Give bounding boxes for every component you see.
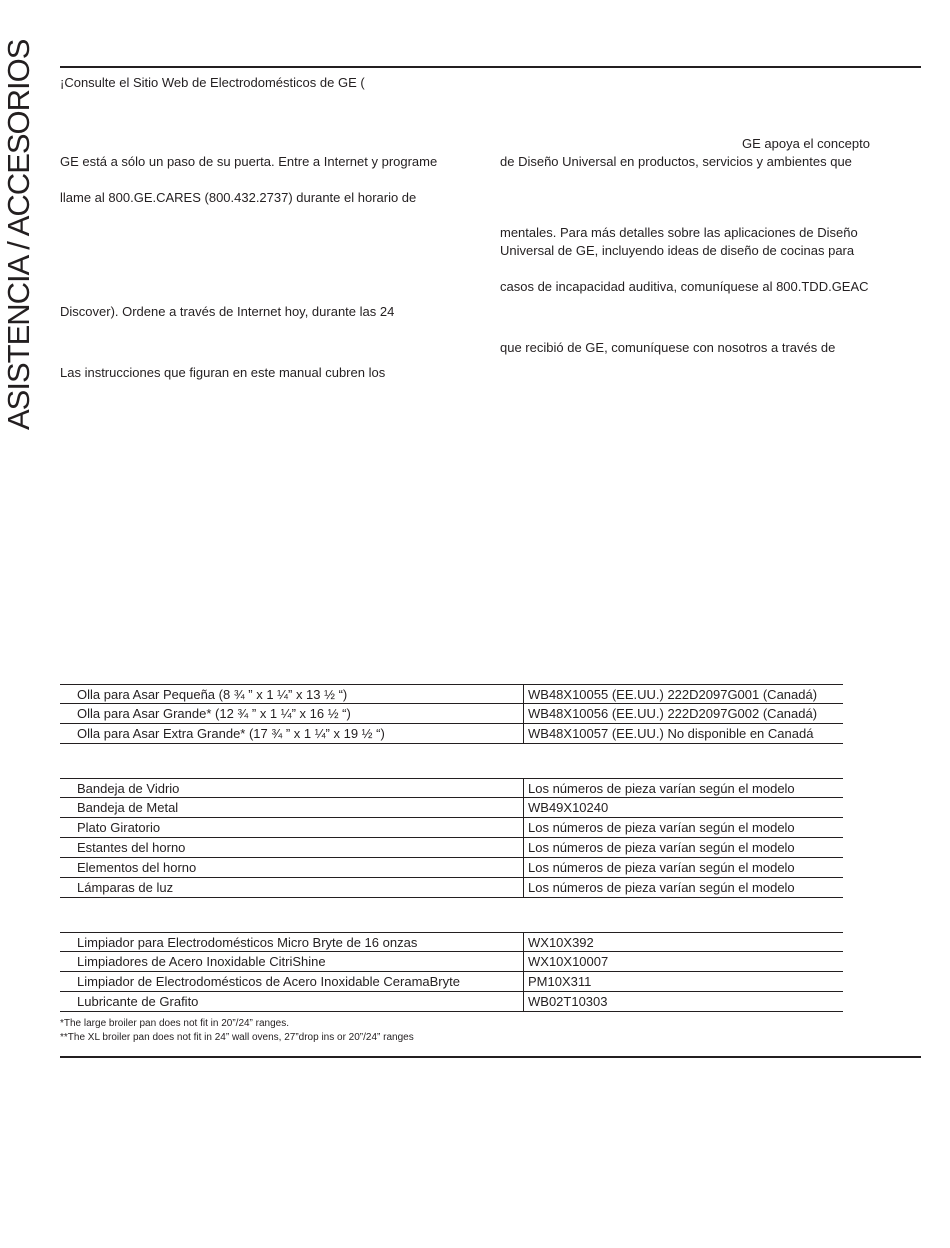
right-text-line: de Diseño Universal en productos, servicios y ambientes que <box>500 154 852 169</box>
table-row <box>60 818 843 838</box>
table-row <box>60 992 843 1012</box>
table-row <box>60 704 843 724</box>
table-row <box>60 858 843 878</box>
table-row <box>60 724 843 744</box>
left-text-line: ¡Consulte el Sitio Web de Electrodomésticos de GE ( <box>60 75 365 90</box>
part-number: WB49X10240 <box>528 800 609 815</box>
part-number: PM10X311 <box>528 974 592 989</box>
part-name: Bandeja de Vidrio <box>60 779 524 797</box>
part-number: WB48X10055 (EE.UU.) 222D2097G001 (Canadá) <box>528 687 818 702</box>
part-name: Lámparas de luz <box>60 878 524 897</box>
right-text-line: que recibió de GE, comuníquese con nosotros a través de <box>500 340 836 355</box>
right-text-line: casos de incapacidad auditiva, comuníquese al 800.TDD.GEAC <box>500 279 869 294</box>
part-name: Limpiador para Electrodomésticos Micro Bryte de 16 onzas <box>60 933 524 951</box>
part-name: Olla para Asar Extra Grande* (17 ¾ ” x 1 ¼” x 19 ½ “) <box>60 724 524 743</box>
part-number: Los números de pieza varían según el modelo <box>528 860 795 875</box>
part-name: Elementos del horno <box>60 858 524 877</box>
part-number: WB48X10056 (EE.UU.) 222D2097G002 (Canadá) <box>528 706 818 721</box>
part-number: Los números de pieza varían según el modelo <box>528 880 795 895</box>
part-number: WB02T10303 <box>528 994 608 1009</box>
left-text-line: llame al 800.GE.CARES (800.432.2737) durante el horario de <box>60 190 417 205</box>
part-name: Limpiadores de Acero Inoxidable CitriShine <box>60 952 524 971</box>
right-text-line: mentales. Para más detalles sobre las aplicaciones de Diseño <box>500 225 858 240</box>
cleaners-table <box>60 932 843 1012</box>
part-number: Los números de pieza varían según el modelo <box>528 840 795 855</box>
part-number: WX10X392 <box>528 935 594 950</box>
part-name: Lubricante de Grafito <box>60 992 524 1011</box>
table-row <box>60 838 843 858</box>
right-text-line: Universal de GE, incluyendo ideas de diseño de cocinas para <box>500 243 855 258</box>
table-row <box>60 778 843 798</box>
part-name: Plato Giratorio <box>60 818 524 837</box>
bottom-rule <box>60 1056 921 1058</box>
part-name: Bandeja de Metal <box>60 798 524 817</box>
part-name: Limpiador de Electrodomésticos de Acero Inoxidable CeramaBryte <box>60 972 524 991</box>
footnote: *The large broiler pan does not fit in 20”/24” ranges. <box>60 1018 290 1029</box>
table-row <box>60 932 843 952</box>
left-text-line: Las instrucciones que figuran en este manual cubren los <box>60 365 386 380</box>
part-number: WB48X10057 (EE.UU.) No disponible en Canadá <box>528 726 814 741</box>
part-name: Estantes del horno <box>60 838 524 857</box>
right-text-line: GE apoya el concepto <box>742 136 870 151</box>
top-rule <box>60 66 921 68</box>
part-number: Los números de pieza varían según el modelo <box>528 820 795 835</box>
oven-parts-table <box>60 778 843 898</box>
table-row <box>60 972 843 992</box>
side-title: ASISTENCIA / ACCESORIOS <box>1 39 36 430</box>
part-name: Olla para Asar Grande* (12 ¾ ” x 1 ¼” x 16 ½ “) <box>60 704 524 723</box>
left-text-line: Discover). Ordene a través de Internet hoy, durante las 24 <box>60 304 395 319</box>
table-row <box>60 878 843 898</box>
footnote: **The XL broiler pan does not fit in 24” wall ovens, 27”drop ins or 20”/24” ranges <box>60 1032 414 1043</box>
table-row <box>60 798 843 818</box>
table-row <box>60 684 843 704</box>
part-name: Olla para Asar Pequeña (8 ¾ ” x 1 ¼” x 13 ½ “) <box>60 685 524 703</box>
broiler-pan-table <box>60 684 843 744</box>
part-number: Los números de pieza varían según el modelo <box>528 781 795 796</box>
part-number: WX10X10007 <box>528 954 609 969</box>
left-text-line: GE está a sólo un paso de su puerta. Entre a Internet y programe <box>60 154 438 169</box>
table-row <box>60 952 843 972</box>
